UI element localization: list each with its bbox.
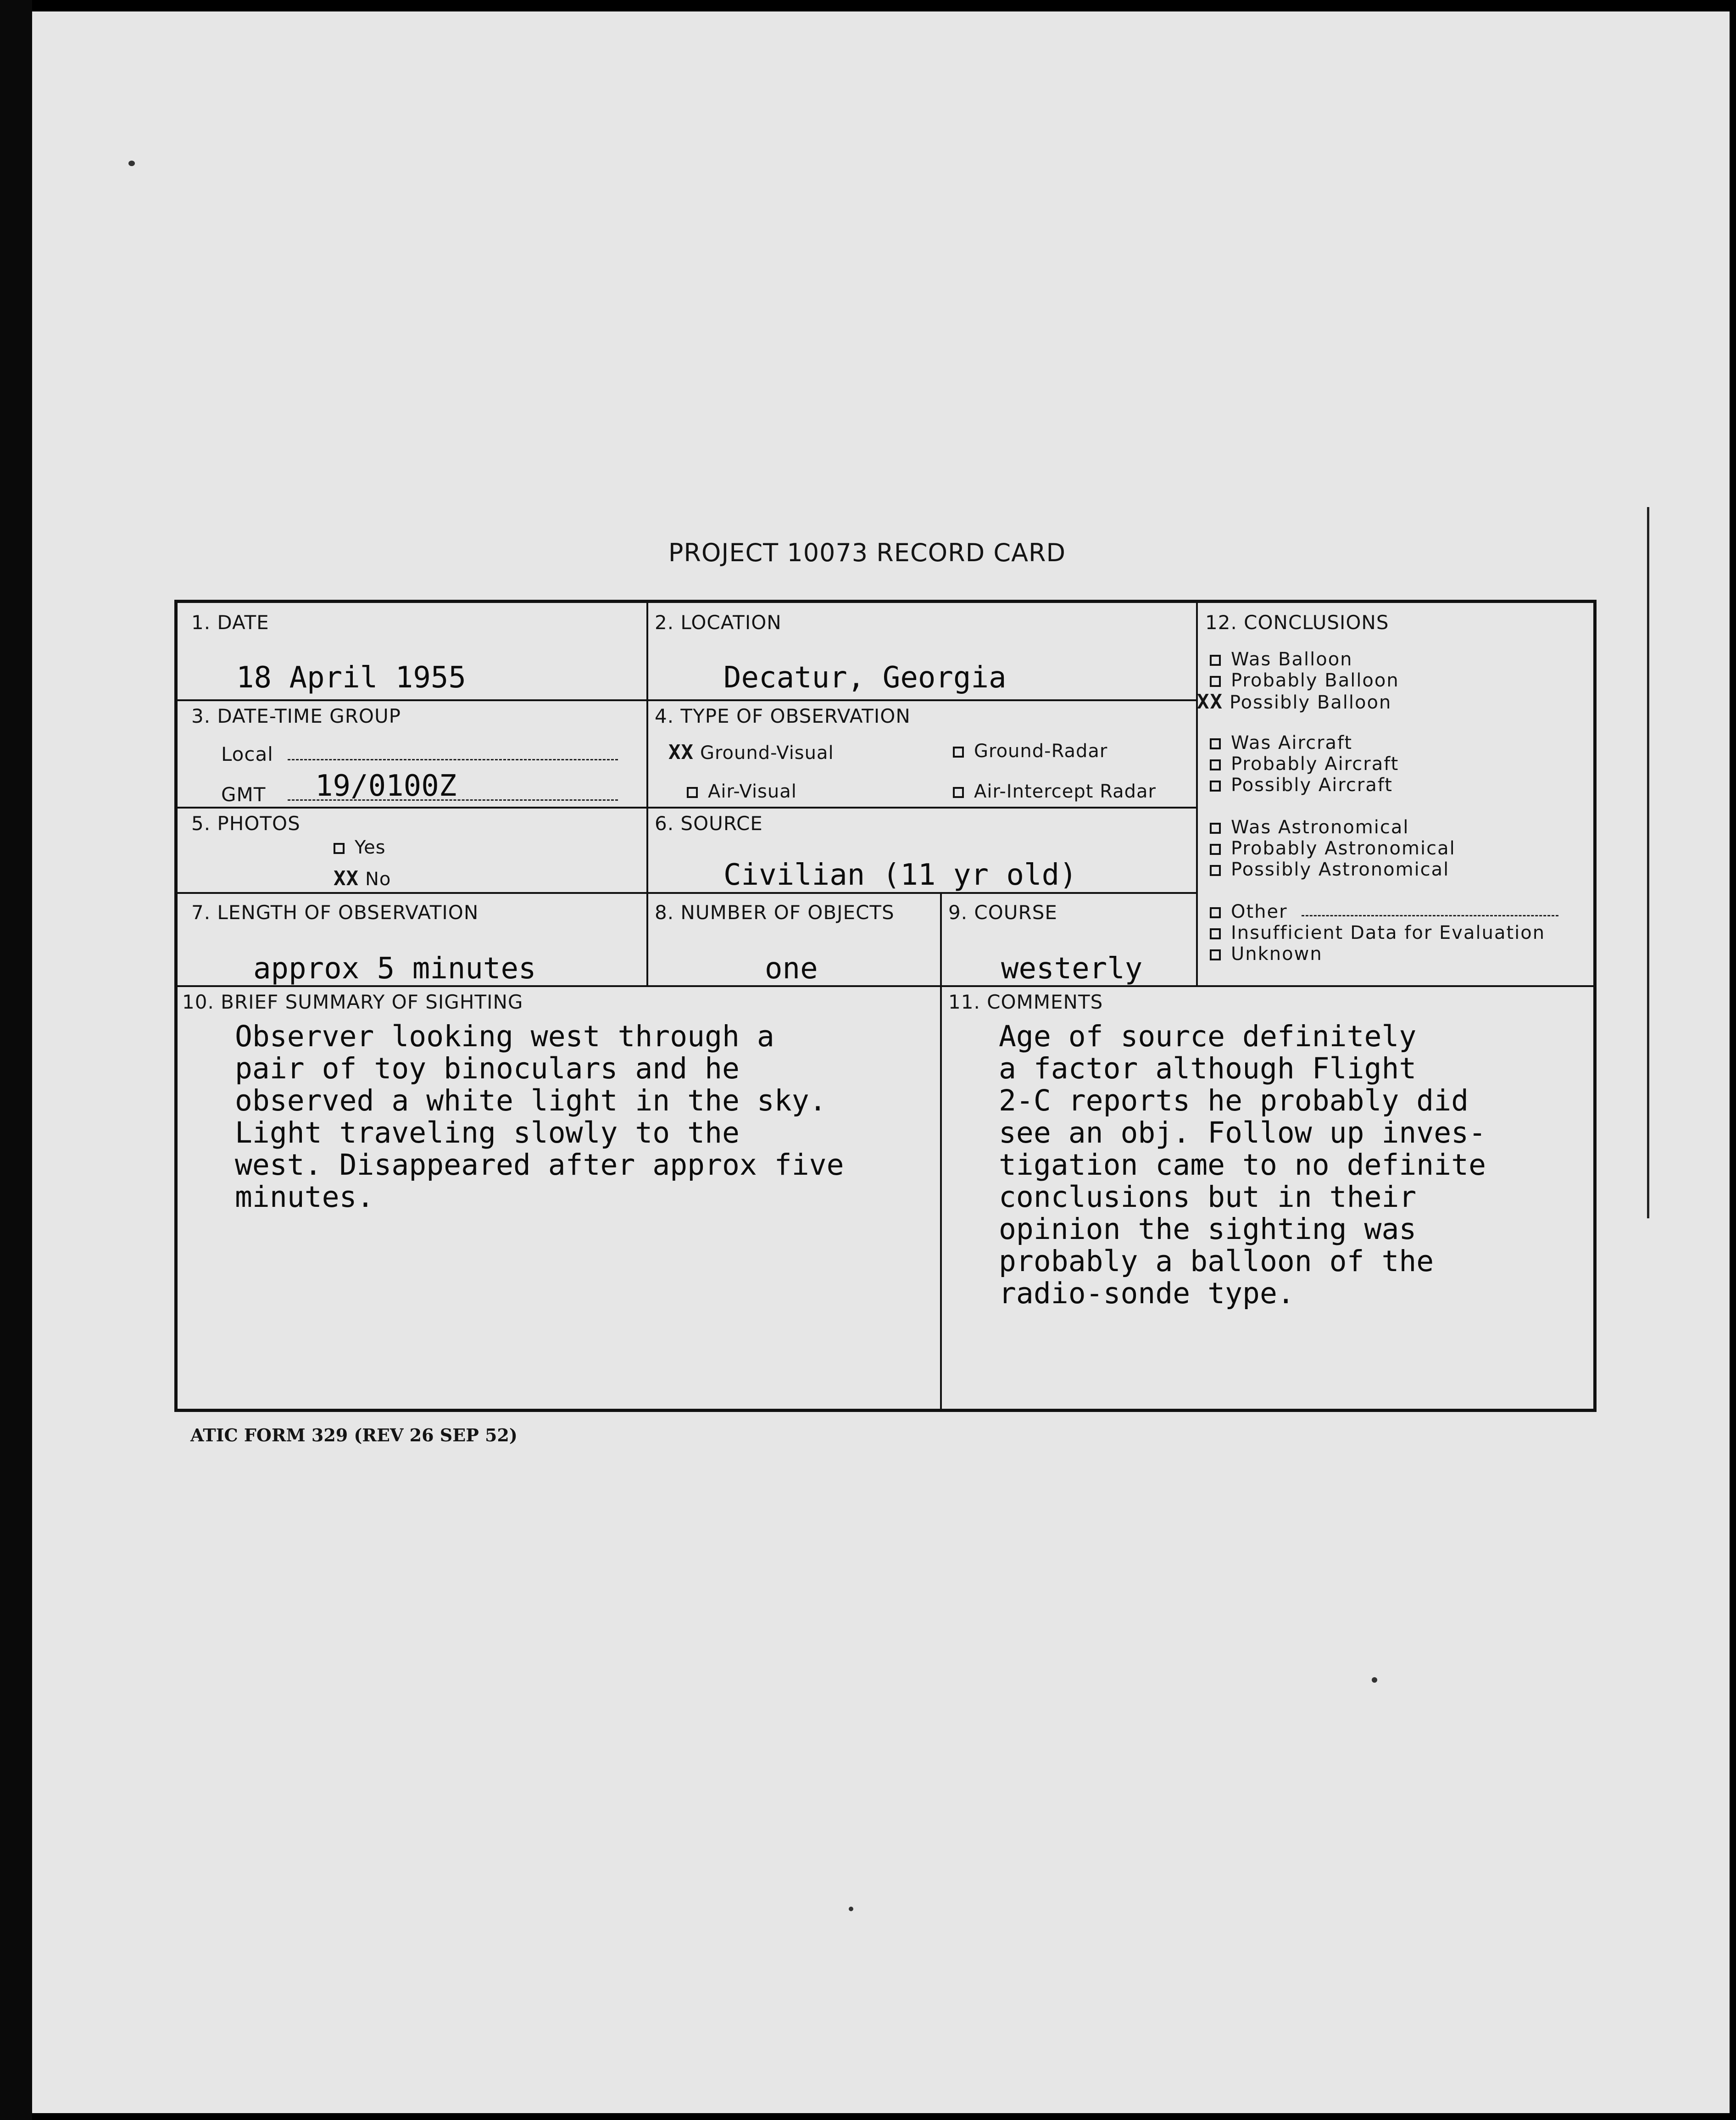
conclusion-was-astronomical [1210, 817, 1409, 838]
location-value: Decatur, Georgia [723, 661, 1007, 695]
conclusion-text: Unknown [1231, 943, 1323, 965]
brief-summary-label: 10. BRIEF SUMMARY OF SIGHTING [182, 991, 523, 1013]
scan-margin-line [1647, 507, 1649, 1218]
comment-line: 2-C reports he probably did [999, 1084, 1469, 1117]
photos-yes-option [334, 837, 386, 858]
date-label: 1. DATE [191, 611, 269, 634]
source-label: 6. SOURCE [655, 812, 763, 835]
comment-line: opinion the sighting was [999, 1212, 1417, 1246]
ground-radar-text: Ground-Radar [974, 741, 1108, 762]
source-value: Civilian (11 yr old) [723, 858, 1077, 892]
course-value: westerly [1001, 952, 1143, 986]
summary-line: Observer looking west through a [235, 1020, 774, 1053]
location-label: 2. LOCATION [655, 611, 782, 634]
checkbox-icon [953, 787, 964, 798]
checkbox-icon [1210, 676, 1221, 687]
conclusion-possibly-astronomical [1210, 859, 1449, 880]
air-intercept-radar-text: Air-Intercept Radar [974, 781, 1156, 802]
conclusion-text: Other [1231, 901, 1288, 922]
length-of-observation-value: approx 5 minutes [253, 952, 536, 986]
scan-speck [849, 1907, 853, 1911]
comments-label: 11. COMMENTS [948, 991, 1103, 1013]
photos-yes-text: Yes [355, 837, 386, 858]
conclusion-text: Probably Astronomical [1231, 838, 1456, 859]
air-visual-text: Air-Visual [708, 781, 797, 802]
column-rule [940, 892, 942, 1411]
conclusion-possibly-aircraft [1210, 775, 1393, 796]
checkbox-icon [1210, 781, 1221, 792]
conclusion-possibly-balloon [1197, 690, 1391, 714]
row-rule [178, 699, 1196, 701]
photos-no-text: No [365, 869, 391, 890]
scan-speck [1372, 1677, 1377, 1683]
summary-line: observed a white light in the sky. [235, 1084, 827, 1117]
comment-line: a factor although Flight [999, 1052, 1417, 1085]
checkbox-icon [1210, 823, 1221, 834]
checkbox-icon [687, 787, 698, 798]
type-of-observation-label: 4. TYPE OF OBSERVATION [655, 705, 911, 727]
date-time-group-label: 3. DATE-TIME GROUP [191, 705, 401, 727]
conclusion-insufficient-data [1210, 922, 1545, 943]
form-identifier: ATIC FORM 329 (REV 26 SEP 52) [190, 1425, 517, 1445]
card-title: PROJECT 10073 RECORD CARD [668, 538, 1066, 567]
summary-line: Light traveling slowly to the [235, 1116, 740, 1149]
air-intercept-radar-option [953, 781, 1156, 802]
comment-line: see an obj. Follow up inves- [999, 1116, 1486, 1149]
scan-dark-edge [0, 0, 32, 2120]
conclusion-probably-balloon [1210, 670, 1399, 691]
air-visual-option [687, 781, 797, 802]
conclusion-text: Probably Balloon [1231, 670, 1399, 691]
summary-line: west. Disappeared after approx five [235, 1148, 844, 1182]
scan-speck [128, 161, 135, 166]
conclusion-text: Was Balloon [1231, 649, 1353, 670]
checkbox-icon [953, 747, 964, 758]
date-value: 18 April 1955 [236, 661, 466, 695]
conclusion-text: Possibly Astronomical [1231, 859, 1450, 880]
brief-summary-text [235, 1021, 844, 1213]
local-label: Local [221, 743, 273, 765]
comment-line: tigation came to no definite [999, 1148, 1486, 1182]
length-of-observation-label: 7. LENGTH OF OBSERVATION [191, 901, 479, 924]
checkbox-icon [1210, 738, 1221, 749]
conclusion-unknown [1210, 943, 1323, 965]
checked-mark: XX [334, 867, 359, 890]
course-label: 9. COURSE [948, 901, 1057, 924]
checkbox-icon [1210, 865, 1221, 876]
photos-label: 5. PHOTOS [191, 812, 300, 835]
conclusion-probably-aircraft [1210, 753, 1399, 775]
conclusion-text: Probably Aircraft [1231, 753, 1399, 775]
conclusion-was-balloon [1210, 649, 1353, 670]
checked-mark: XX [1197, 690, 1223, 714]
conclusion-text: Possibly Balloon [1229, 692, 1392, 713]
conclusion-other [1210, 901, 1288, 922]
summary-line: minutes. [235, 1180, 374, 1214]
gmt-label: GMT [221, 783, 266, 806]
conclusion-was-aircraft [1210, 732, 1352, 753]
number-of-objects-value: one [765, 952, 818, 986]
summary-line: pair of toy binoculars and he [235, 1052, 740, 1085]
comment-line: radio-sonde type. [999, 1277, 1295, 1310]
row-rule [178, 892, 1196, 894]
column-rule [1196, 603, 1198, 985]
conclusion-probably-astronomical [1210, 838, 1456, 859]
checkbox-icon [1210, 759, 1221, 770]
checkbox-icon [1210, 949, 1221, 960]
other-field-line [1302, 915, 1558, 916]
gmt-value: 19/0100Z [315, 769, 457, 803]
checkbox-icon [1210, 844, 1221, 855]
comment-line: Age of source definitely [999, 1020, 1417, 1053]
comments-text [999, 1021, 1486, 1310]
photos-no-option [334, 867, 391, 890]
ground-radar-option [953, 741, 1107, 762]
number-of-objects-label: 8. NUMBER OF OBJECTS [655, 901, 895, 924]
row-rule [178, 807, 1196, 809]
conclusion-text: Was Aircraft [1231, 732, 1353, 753]
comment-line: conclusions but in their [999, 1180, 1417, 1214]
ground-visual-text: Ground-Visual [700, 742, 834, 764]
checkbox-icon [1210, 907, 1221, 918]
conclusion-text: Was Astronomical [1231, 817, 1409, 838]
conclusions-label: 12. CONCLUSIONS [1205, 611, 1389, 634]
column-rule [646, 603, 648, 985]
scanned-page [32, 11, 1730, 2113]
ground-visual-option [668, 741, 834, 764]
checkbox-icon [1210, 928, 1221, 939]
record-card [174, 600, 1597, 1412]
checkbox-icon [1210, 655, 1221, 666]
local-field-line [288, 759, 618, 760]
checked-mark: XX [668, 741, 694, 764]
conclusion-text: Insufficient Data for Evaluation [1231, 922, 1546, 943]
conclusion-text: Possibly Aircraft [1231, 775, 1393, 796]
comment-line: probably a balloon of the [999, 1244, 1434, 1278]
gmt-field-line [288, 799, 618, 801]
checkbox-icon [334, 843, 345, 854]
